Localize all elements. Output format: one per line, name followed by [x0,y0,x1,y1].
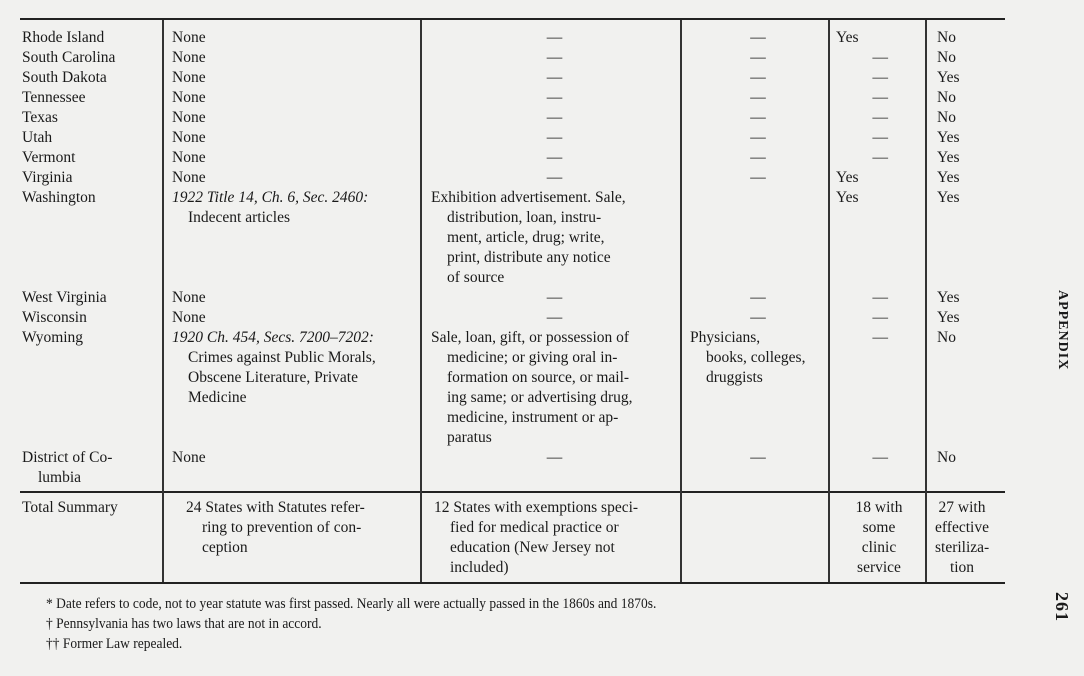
prohibitions-line: paratus [447,429,492,446]
state-name-line: Wyoming [22,329,84,346]
exemptions [690,128,826,148]
state-name [22,288,160,308]
sterilization: No [937,49,956,66]
statute-line: None [172,89,206,106]
prohibitions-line: print, distribute any notice [447,249,611,266]
summary-line: clinic [861,539,897,556]
prohibitions-line: — [546,309,563,326]
statute-line: None [172,449,206,466]
state-name [22,448,160,488]
state-name [22,48,160,68]
column-divider [925,20,927,582]
exemptions [690,68,826,88]
prohibitions-line: medicine, instrument or ap- [447,409,619,426]
state-name-line: District of Co- [22,449,113,466]
exemptions-line: — [750,289,766,306]
state-name-line: South Dakota [22,69,107,86]
exemptions-line: Physicians, [690,329,761,346]
sterilization: Yes [937,289,960,306]
exemptions [690,288,826,308]
table-bottom-rule [20,582,1005,584]
prohibitions-line: — [546,149,563,166]
clinic-service-line: — [872,129,888,146]
state-name-line: South Carolina [22,49,116,66]
exemptions-line: books, colleges, [706,349,806,366]
clinic-service-line: — [872,69,888,86]
prohibitions-line: distribution, loan, instru- [447,209,602,226]
state-name-line: Utah [22,129,53,146]
prohibitions [431,328,678,448]
prohibitions [431,188,678,288]
statute-line: None [172,29,206,46]
statute-line: None [172,49,206,66]
clinic-service [836,68,888,88]
state-name-line: Vermont [22,149,76,166]
state-name [22,168,160,188]
statute [172,128,418,148]
sterilization: Yes [937,69,960,86]
summary-line: ring to prevention of con- [202,519,362,536]
statute [172,28,418,48]
statute-line: None [172,129,206,146]
state-name [22,308,160,328]
exemptions [690,28,826,48]
exemptions-line: — [750,449,766,466]
sterilization: No [937,89,956,106]
clinic-service-line: — [872,109,888,126]
state-name-line: Washington [22,189,96,206]
sterilization: No [937,329,956,346]
statute [172,148,418,168]
sterilization: Yes [937,169,960,186]
prohibitions-line: Sale, loan, gift, or possession of [431,329,630,346]
state-name [22,128,160,148]
summary-line: some [862,519,896,536]
summary-line: fied for medical practice or [450,519,619,536]
table-top-rule [20,18,1005,20]
exemptions [690,168,826,188]
summary-sterilization [935,498,989,578]
statute-line: None [172,69,206,86]
exemptions-line: druggists [706,369,763,386]
clinic-service [836,48,888,68]
prohibitions-line: — [546,69,563,86]
statute-line: Crimes against Public Morals, [188,349,376,366]
exemptions [690,308,826,328]
clinic-service [836,288,888,308]
summary-label: Total Summary [22,499,118,516]
clinic-service [836,308,888,328]
statute-line: None [172,169,206,186]
prohibitions [431,308,678,328]
clinic-service [836,188,922,208]
prohibitions-line: — [546,449,563,466]
clinic-service [836,128,888,148]
exemptions [690,448,826,468]
statute-citation: 1922 Title 14, Ch. 6, Sec. 2460: [172,189,369,206]
state-name-line: West Virginia [22,289,107,306]
clinic-service-line: — [872,49,888,66]
exemptions-line: — [750,309,766,326]
prohibitions-line: — [546,109,563,126]
summary-statutes [186,498,432,558]
exemptions-line: — [750,149,766,166]
statute [172,448,418,468]
sterilization: No [937,29,956,46]
statute-line: Obscene Literature, Private [188,369,358,386]
prohibitions-line: — [546,169,563,186]
summary-line: education (New Jersey not [450,539,615,556]
state-name-line: Texas [22,109,58,126]
exemptions [690,88,826,108]
statute-line: None [172,309,206,326]
state-name-line: lumbia [38,469,82,486]
summary-line: effective [935,519,989,536]
summary-rule [20,491,1005,493]
exemptions-line: — [750,69,766,86]
clinic-service-line: — [872,289,888,306]
prohibitions-line: — [546,49,563,66]
exemptions [690,328,826,388]
exemptions-line: — [750,169,766,186]
summary-line: 24 States with Statutes refer- [186,499,365,516]
clinic-service [836,108,888,128]
sterilization: Yes [937,149,960,166]
clinic-service-line: — [872,329,888,346]
clinic-service [836,148,888,168]
clinic-service-line: — [872,149,888,166]
state-name-line: Tennessee [22,89,86,106]
state-name [22,328,160,348]
column-divider [828,20,830,582]
summary-line: 18 with [855,499,903,516]
prohibitions-line: of source [447,269,505,286]
prohibitions [431,108,678,128]
summary-line: service [857,559,901,576]
column-divider [162,20,164,582]
clinic-service [836,28,922,48]
statute-citation: 1920 Ch. 454, Secs. 7200–7202: [172,329,374,346]
state-name [22,28,160,48]
prohibitions [431,288,678,308]
footnote: †† Former Law repealed. [46,636,183,652]
prohibitions-line: ment, article, drug; write, [447,229,605,246]
sterilization: Yes [937,189,960,206]
summary-line: steriliza- [935,539,990,556]
sterilization: Yes [937,309,960,326]
exemptions-line: — [750,109,766,126]
prohibitions-line: formation on source, or mail- [447,369,630,386]
prohibitions-line: medicine; or giving oral in- [447,349,618,366]
clinic-service [836,88,888,108]
summary-line: ception [202,539,248,556]
prohibitions-line: Exhibition advertisement. Sale, [431,189,626,206]
prohibitions [431,68,678,88]
prohibitions [431,48,678,68]
statute [172,88,418,108]
running-head: APPENDIX [1055,290,1070,371]
summary-exemptions [434,498,681,578]
exemptions-line: — [750,29,766,46]
state-name-line: Virginia [22,169,73,186]
summary-line: 27 with [938,499,986,516]
prohibitions [431,448,678,468]
sterilization: No [937,449,956,466]
statute [172,308,418,328]
statute-line: Indecent articles [188,209,290,226]
clinic-service-line: Yes [836,169,859,186]
statute [172,168,418,188]
statute [172,188,418,228]
exemptions-line: — [750,89,766,106]
clinic-service [836,448,888,468]
prohibitions-line: — [546,289,563,306]
prohibitions-line: — [546,89,563,106]
sterilization: Yes [937,129,960,146]
clinic-service-line: — [872,309,888,326]
prohibitions-line: ing same; or advertising drug, [447,389,633,406]
prohibitions-line: — [546,29,563,46]
prohibitions-line: — [546,129,563,146]
prohibitions [431,28,678,48]
summary-clinic [836,498,922,578]
clinic-service-line: Yes [836,29,859,46]
clinic-service-line: Yes [836,189,859,206]
state-name [22,88,160,108]
prohibitions [431,168,678,188]
clinic-service-line: — [872,449,888,466]
summary-line: included) [450,559,509,576]
state-name-line: Wisconsin [22,309,87,326]
statute [172,108,418,128]
prohibitions [431,148,678,168]
statute [172,288,418,308]
statute-line: None [172,109,206,126]
footnote: * Date refers to code, not to year statute was first passed. Nearly all were actually passed in the 1860s and 1870s. [46,596,657,612]
clinic-service-line: — [872,89,888,106]
prohibitions [431,88,678,108]
statute [172,48,418,68]
statute [172,68,418,88]
state-name [22,148,160,168]
statute-line: None [172,289,206,306]
page-number: 261 [1052,592,1072,622]
exemptions [690,148,826,168]
statute-line: None [172,149,206,166]
exemptions-line: — [750,129,766,146]
exemptions-line: — [750,49,766,66]
statute-line: Medicine [188,389,247,406]
sterilization: No [937,109,956,126]
summary-line: 12 States with exemptions speci- [434,499,639,516]
exemptions [690,48,826,68]
statute [172,328,418,408]
footnote: † Pennsylvania has two laws that are not in accord. [46,616,322,632]
state-name [22,108,160,128]
exemptions [690,108,826,128]
prohibitions [431,128,678,148]
summary-line: tion [949,559,975,576]
state-name-line: Rhode Island [22,29,105,46]
state-name [22,68,160,88]
clinic-service [836,168,922,188]
clinic-service [836,328,888,348]
state-name [22,188,160,208]
